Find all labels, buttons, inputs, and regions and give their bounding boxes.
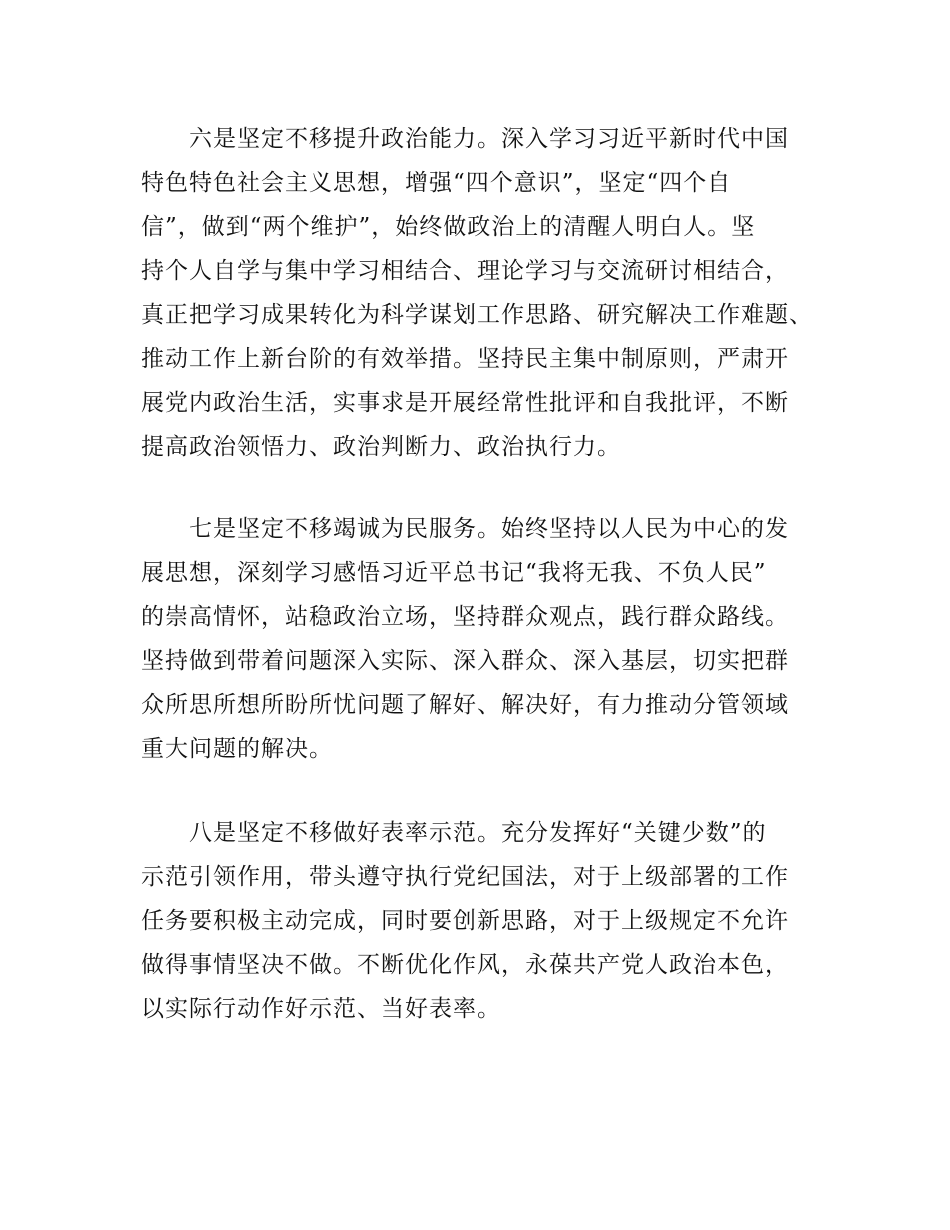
text-line: 推动工作上新台阶的有效举措。坚持民主集中制原则，严肃开 (141, 346, 789, 372)
paragraph-political-ability (141, 117, 841, 469)
text-line: 特色特色社会主义思想，增强“四个意识”，坚定“四个自 (141, 170, 732, 196)
text-line: 提高政治领悟力、政治判断力、政治执行力。 (141, 434, 621, 460)
text-line: 八是坚定不移做好表率示范。充分发挥好“关键少数”的 (189, 820, 767, 846)
text-line: 真正把学习成果转化为科学谋划工作思路、研究解决工作难题、 (141, 302, 813, 328)
text-line: 六是坚定不移提升政治能力。深入学习习近平新时代中国 (189, 126, 789, 152)
text-line: 七是坚定不移竭诚为民服务。始终坚持以人民为中心的发 (189, 516, 789, 542)
paragraph-set-example (141, 811, 841, 1031)
text-line: 做得事情坚决不做。不断优化作风，永葆共产党人政治本色， (141, 952, 789, 978)
text-line: 的崇高情怀，站稳政治立场，坚持群众观点，践行群众路线。 (141, 604, 789, 630)
text-line: 展思想，深刻学习感悟习近平总书记“我将无我、不负人民” (141, 560, 767, 586)
text-line: 示范引领作用，带头遵守执行党纪国法，对于上级部署的工作 (141, 864, 789, 890)
text-line: 持个人自学与集中学习相结合、理论学习与交流研讨相结合， (141, 258, 789, 284)
text-line: 展党内政治生活，实事求是开展经常性批评和自我批评，不断 (141, 390, 789, 416)
text-line: 以实际行动作好示范、当好表率。 (141, 996, 501, 1022)
text-line: 坚持做到带着问题深入实际、深入群众、深入基层，切实把群 (141, 648, 789, 674)
text-line: 信”，做到“两个维护”，始终做政治上的清醒人明白人。坚 (141, 214, 756, 240)
text-line: 重大问题的解决。 (141, 736, 333, 762)
text-line: 众所思所想所盼所忧问题了解好、解决好，有力推动分管领域 (141, 692, 789, 718)
text-line: 任务要积极主动完成，同时要创新思路，对于上级规定不允许 (141, 908, 789, 934)
paragraph-serve-people (141, 507, 841, 771)
